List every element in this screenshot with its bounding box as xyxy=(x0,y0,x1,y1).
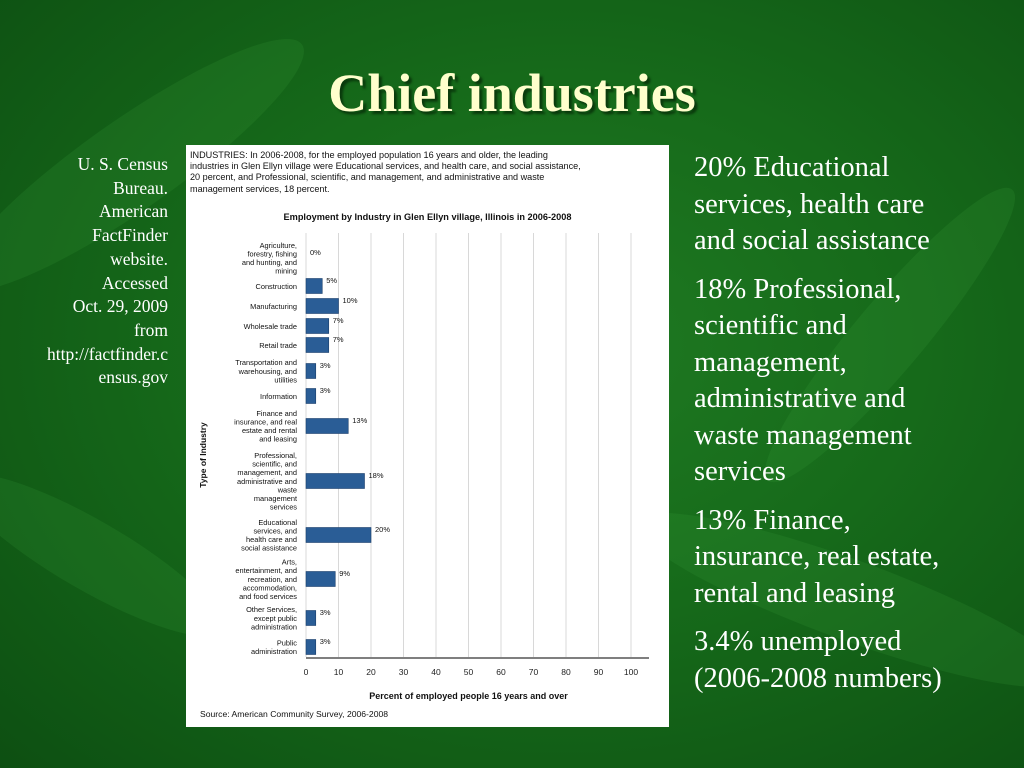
citation-line: from xyxy=(133,319,168,340)
category-label: Agriculture, xyxy=(259,240,297,250)
category-label: warehousing, and xyxy=(238,366,297,376)
category-label: Finance and xyxy=(256,408,297,418)
category-label: utilities xyxy=(274,375,297,385)
bar xyxy=(306,389,316,404)
x-tick-label: 10 xyxy=(333,667,344,677)
category-label: health care and xyxy=(246,535,297,545)
x-tick-label: 60 xyxy=(496,667,506,677)
y-axis-label: Type of Industry xyxy=(198,422,208,488)
category-label: waste xyxy=(277,485,297,495)
x-tick-label: 0 xyxy=(303,667,309,677)
summary-bullet-line: scientific and xyxy=(694,310,847,341)
chart-title: Employment by Industry in Glen Ellyn village, Illinois in 2006-2008 xyxy=(283,212,572,222)
x-tick-label: 50 xyxy=(463,667,474,677)
summary-bullet-line: management, xyxy=(694,346,847,378)
bar-value-label: 9% xyxy=(339,569,351,578)
category-label: accommodation, xyxy=(242,583,297,593)
summary-bullets xyxy=(694,150,1014,709)
category-label: Information xyxy=(260,391,297,401)
citation-line: Bureau. xyxy=(113,177,168,198)
category-label: scientific, and xyxy=(252,459,297,469)
citation-line: Accessed xyxy=(101,272,168,293)
category-label: services, and xyxy=(253,526,297,536)
industry-bar-chart xyxy=(186,145,669,727)
summary-bullet-line: rental and leasing xyxy=(694,577,896,609)
citation-line: ensus.gov xyxy=(98,367,168,388)
x-tick-label: 20 xyxy=(366,667,376,677)
bar-value-label: 20% xyxy=(375,525,391,534)
figure-description-line: industries in Glen Ellyn village were Educational services, and health care, and social assistance, xyxy=(190,161,581,172)
bar xyxy=(306,279,322,294)
summary-bullet-line: 3.4% unemployed xyxy=(694,626,902,657)
x-tick-label: 30 xyxy=(398,667,409,677)
category-label: insurance, and real xyxy=(234,417,297,427)
category-label: entertainment, and xyxy=(235,566,297,576)
bar-value-label: 0% xyxy=(310,248,321,257)
category-label: mining xyxy=(275,266,297,276)
census-figure xyxy=(186,145,669,727)
bar xyxy=(306,640,316,655)
bar-value-label: 18% xyxy=(368,471,384,480)
summary-bullet-line: insurance, real estate, xyxy=(694,541,940,572)
bar-value-label: 3% xyxy=(319,608,331,617)
bar-value-label: 5% xyxy=(326,276,338,285)
bar xyxy=(306,419,348,434)
bar xyxy=(306,364,316,379)
category-label: administrative and xyxy=(237,476,297,486)
category-label: administration xyxy=(250,622,297,632)
citation-line: U. S. Census xyxy=(77,154,168,174)
category-label: Other Services, xyxy=(246,605,297,615)
summary-bullet-line: services xyxy=(694,456,786,487)
summary-bullet-line: 13% Finance, xyxy=(694,504,851,536)
x-axis-label: Percent of employed people 16 years and over xyxy=(369,691,568,701)
figure-description-line: 20 percent, and Professional, scientific, and management, and administrative and waste xyxy=(190,172,545,183)
figure-description-line: management services, 18 percent. xyxy=(190,183,330,194)
summary-bullet-line: (2006-2008 numbers) xyxy=(694,662,942,694)
summary-bullet-line: 18% Professional, xyxy=(694,273,902,305)
summary-bullet xyxy=(694,150,1014,260)
x-tick-label: 80 xyxy=(561,667,571,677)
category-label: Educational xyxy=(258,517,297,527)
bar-value-label: 13% xyxy=(352,416,368,425)
citation-line: American xyxy=(99,201,168,222)
bar xyxy=(306,319,329,334)
category-label: Professional, xyxy=(254,451,297,460)
citation-line: website. xyxy=(110,248,168,269)
summary-bullet-line: waste management xyxy=(694,419,912,451)
category-label: services xyxy=(269,502,297,512)
category-label: and hunting, and xyxy=(241,258,297,268)
category-label: social assistance xyxy=(241,543,297,553)
category-label: Public xyxy=(276,638,297,648)
citation xyxy=(0,153,168,390)
category-label: Transportation and xyxy=(235,358,297,368)
slide-title: Chief industries xyxy=(328,63,696,123)
x-tick-label: 90 xyxy=(593,667,604,677)
category-label: management xyxy=(253,494,297,503)
citation-line: FactFinder xyxy=(92,225,168,246)
category-label: recreation, and xyxy=(247,574,297,584)
category-label: except public xyxy=(253,613,297,623)
category-label: and food services xyxy=(239,592,297,601)
x-tick-label: 100 xyxy=(623,667,639,677)
x-tick-label: 70 xyxy=(528,667,539,677)
category-label: Manufacturing xyxy=(250,301,297,311)
summary-bullet-line: administrative and xyxy=(694,383,906,414)
bar-value-label: 3% xyxy=(319,386,331,395)
citation-line: http://factfinder.c xyxy=(47,343,168,364)
figure-description-line: INDUSTRIES: In 2006-2008, for the employed population 16 years and older, the leading xyxy=(190,150,548,160)
bar-value-label: 3% xyxy=(319,361,331,370)
bar-value-label: 3% xyxy=(319,637,331,646)
summary-bullet-line: 20% Educational xyxy=(694,152,890,183)
summary-bullet xyxy=(694,503,1014,613)
category-label: management, and xyxy=(237,468,297,478)
bar xyxy=(306,572,335,587)
bar-value-label: 7% xyxy=(332,316,344,325)
x-tick-label: 40 xyxy=(431,667,441,677)
category-label: Construction xyxy=(255,281,297,291)
summary-bullet-line: services, health care xyxy=(694,188,925,220)
category-label: and leasing xyxy=(259,434,297,444)
summary-bullet xyxy=(694,624,1014,697)
bar xyxy=(306,299,339,314)
bar xyxy=(306,528,371,543)
bar-value-label: 10% xyxy=(342,296,358,305)
category-label: administration xyxy=(250,647,297,657)
citation-line: Oct. 29, 2009 xyxy=(72,296,168,317)
figure-source: Source: American Community Survey, 2006-2008 xyxy=(200,709,389,719)
category-label: Retail trade xyxy=(259,340,297,350)
summary-bullet-line: and social assistance xyxy=(694,225,930,256)
category-label: Arts, xyxy=(281,557,297,567)
bar-value-label: 7% xyxy=(332,335,344,344)
category-label: forestry, fishing xyxy=(247,249,297,259)
category-label: Wholesale trade xyxy=(243,321,297,331)
bar xyxy=(306,611,316,626)
summary-bullet xyxy=(694,272,1014,491)
bar xyxy=(306,338,329,353)
bar xyxy=(306,474,365,489)
category-label: estate and rental xyxy=(241,426,297,436)
